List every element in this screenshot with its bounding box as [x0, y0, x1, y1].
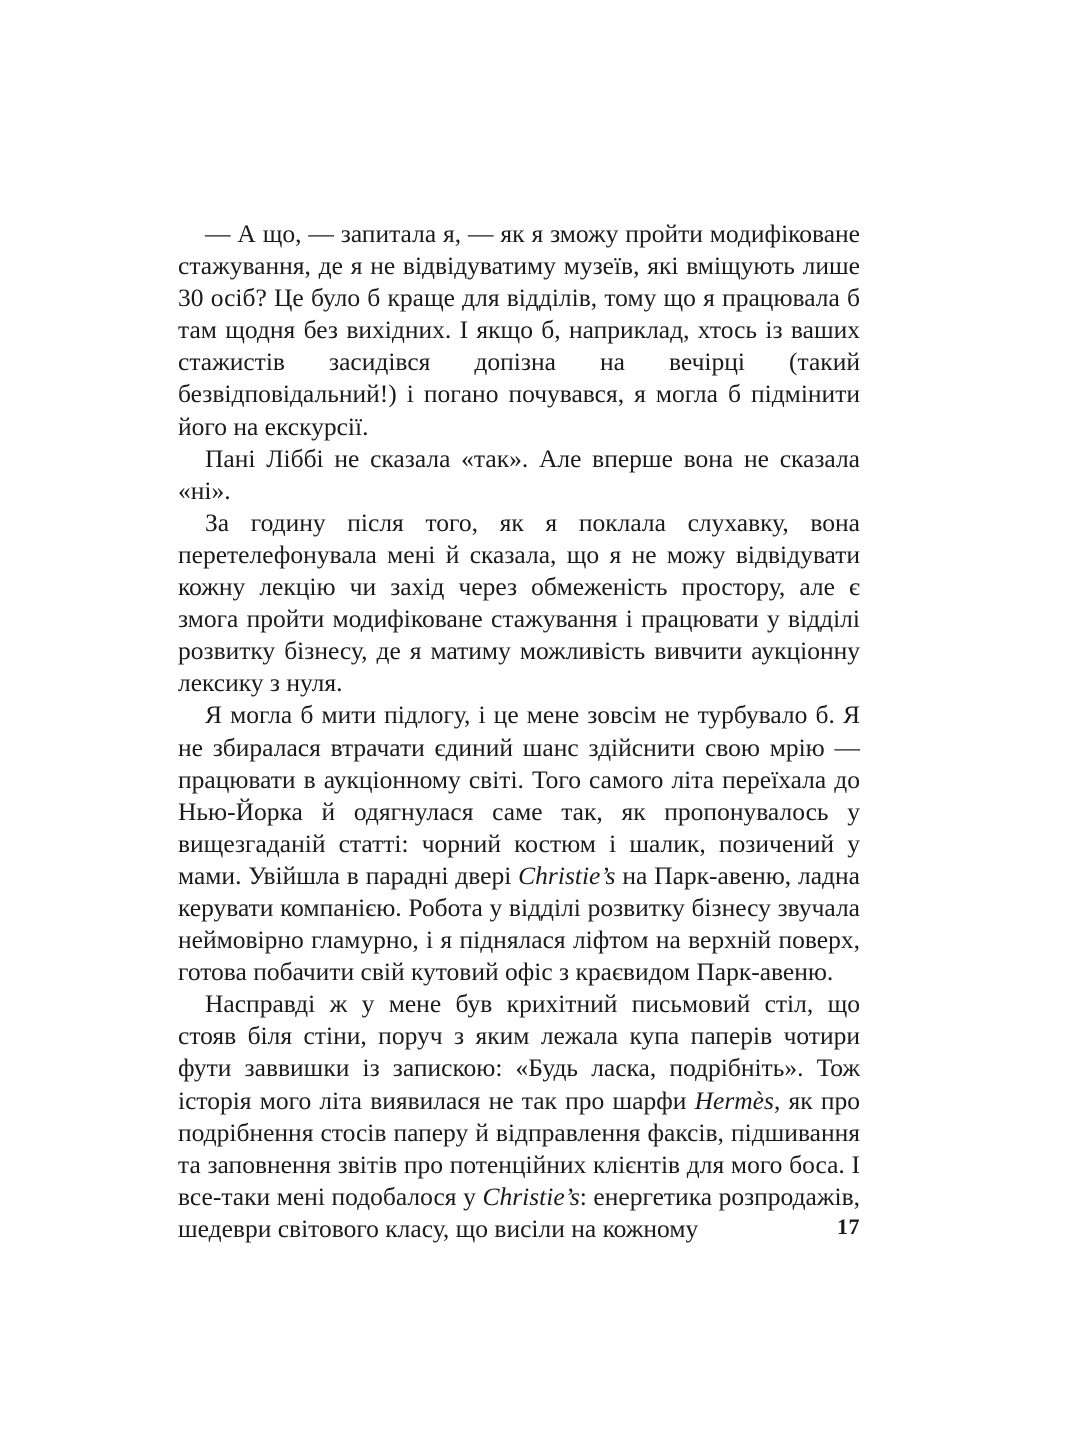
italic-run: Christie’s	[518, 860, 616, 890]
page-number: 17	[837, 1214, 860, 1239]
italic-run: Christie’s	[482, 1181, 580, 1211]
paragraph: Я могла б мити підлогу, і це мене зовсім не турбувало б. Я не збиралася втрачати єдиний шанс здійснити свою мрію — працювати в аукціонному світі. Того самого літа переїхала до Нью-Йорка й одягнулася саме так, як пропонувалось у вищезгаданій статті: чорний костюм і шалик, позичений у мами. Увійшла в парадні двері Christie’s на Парк-авеню, ладна керувати компанією. Робота у відділі розвитку бізнесу звучала неймовірно гламурно, і я піднялася ліфтом на верхній поверх, готова побачити свій кутовий офіс з краєвидом Парк-авеню.	[178, 700, 860, 987]
italic-run: Hermès	[694, 1085, 774, 1115]
paragraph: — А що, — запитала я, — як я зможу пройти модифіковане стажування, де я не відвідуватиму музеїв, які вміщують лише 30 осіб? Це було б краще для відділів, тому що я працювала б там щодня без вихідних. І якщо б, наприклад, хтось із ваших стажистів засидівся допізна на вечірці (такий безвідповідальний!) і погано почувався, я могла б підмінити його на екскурсії.	[178, 219, 860, 441]
paragraph: За годину після того, як я поклала слухавку, вона перетелефонувала мені й сказала, що я не можу відвідувати кожну лекцію чи захід через обмеженість простору, але є змога пройти модифіковане стажування і працювати у відділі розвитку бізнесу, де я матиму можливість вивчити аукціонну лексику з нуля.	[178, 507, 860, 698]
paragraph: Пані Ліббі не сказала «так». Але вперше вона не сказала «ні».	[178, 443, 860, 505]
page-text-block	[178, 218, 860, 1245]
paragraph: Насправді ж у мене був крихітний письмовий стіл, що стояв біля стіни, поруч з яким лежала купа паперів чотири фути заввишки із запискою: «Будь ласка, подрібніть». Тож історія мого літа виявилася не так про шарфи Hermès, як про подрібнення стосів паперу й відправлення факсів, підшивання та заповнення звітів про потенційних клієнтів для мого боса. І все-таки мені подобалося у Christie’s: енергетика розпродажів, шедеври світового класу, що висіли на кожному	[178, 989, 860, 1243]
